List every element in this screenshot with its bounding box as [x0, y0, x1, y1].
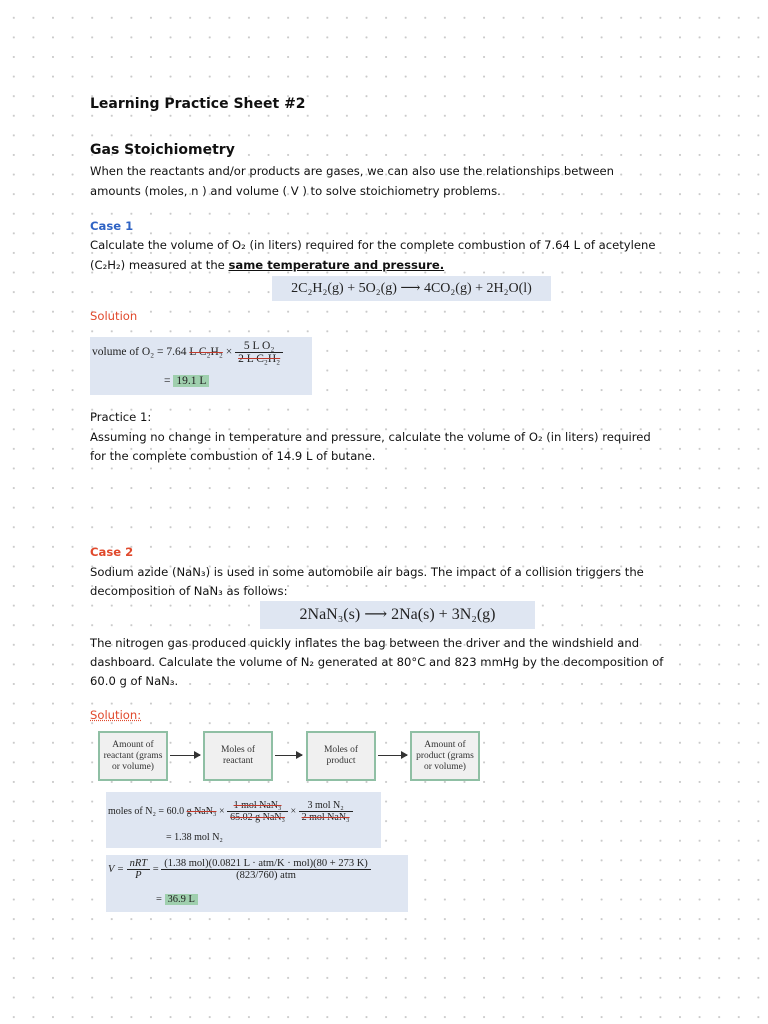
case1-calculation: volume of O₂ = 7.64 L C₂H₂ × $\frac{\text{5 L O₂}}{\text{2 L C₂H₂}}$ = 19.1 L [90, 337, 312, 395]
case1-label: Case 1 [90, 219, 134, 233]
case2-moles-calculation: moles of N₂ = 60.0 g NaN₃ × $\frac{\text{1 mol NaN₃}}{\text{65.02 g NaN₃}}$ × $\frac{\text{3 mol N₂}}{\text{2 mol NaN₃}}$ = 1.38 mol N₂ [106, 792, 381, 848]
flow-arrow-2 [275, 755, 302, 756]
flow-box-product-amount: Amount of product (grams or volume) [410, 731, 480, 781]
intro-line-1: When the reactants and/or products are gases, we can also use the relationships between [90, 164, 615, 178]
page-title: Learning Practice Sheet #2 [90, 96, 306, 112]
intro-line-2: amounts (moles, n ) and volume ( V ) to solve stoichiometry problems. [90, 184, 501, 198]
flow-arrow-3 [378, 755, 407, 756]
case2-line-1: Sodium azide (NaN₃) is used in some automobile air bags. The impact of a collision triggers the [90, 565, 644, 579]
case1-line-1: Calculate the volume of O₂ (in liters) required for the complete combustion of 7.64 L of acetylene [90, 238, 656, 252]
flow-arrow-1 [170, 755, 200, 756]
case2-moles-result: = 1.38 mol N₂ [166, 832, 223, 843]
flow-box-product-moles: Moles of product [306, 731, 376, 781]
case2-label: Case 2 [90, 545, 134, 559]
flow-box-reactant-amount: Amount of reactant (grams or volume) [98, 731, 168, 781]
case1-emphasis: same temperature and pressure. [228, 258, 445, 272]
case1-equation: 2C₂H₂(g) + 5O₂(g) ⟶ 4CO₂(g) + 2H₂O(l) [272, 276, 551, 301]
case2-solution-label: Solution: [90, 708, 142, 722]
practice1-label: Practice 1: [90, 410, 152, 424]
flow-box-reactant-moles: Moles of reactant [203, 731, 273, 781]
case2-line-5: 60.0 g of NaN₃. [90, 674, 179, 688]
case1-answer: 19.1 L [173, 375, 209, 387]
case2-line-4: dashboard. Calculate the volume of N₂ generated at 80°C and 823 mmHg by the decomposition of [90, 655, 664, 669]
case2-line-3: The nitrogen gas produced quickly inflates the bag between the driver and the windshield and [90, 636, 640, 650]
case2-volume-calculation: V = $\frac{\text{nRT}}{P}$ = $\frac{\text{(1.38 mol)(0.0821 L · atm/K · mol)(80 + 273 K)}}{\text{(823/760) atm}}$ = 36.9 L [106, 855, 408, 912]
case2-line-2: decomposition of NaN₃ as follows: [90, 584, 288, 598]
case1-solution-label: Solution [90, 309, 138, 323]
practice1-line-1: Assuming no change in temperature and pressure, calculate the volume of O₂ (in liters) required [90, 430, 651, 444]
section-title: Gas Stoichiometry [90, 142, 235, 158]
case2-answer: 36.9 L [165, 894, 198, 905]
practice1-line-2: for the complete combustion of 14.9 L of butane. [90, 449, 376, 463]
case1-line-2: (C₂H₂) measured at the same temperature and pressure. [90, 258, 445, 272]
case2-equation: 2NaN₃(s) ⟶ 2Na(s) + 3N₂(g) [260, 601, 535, 629]
